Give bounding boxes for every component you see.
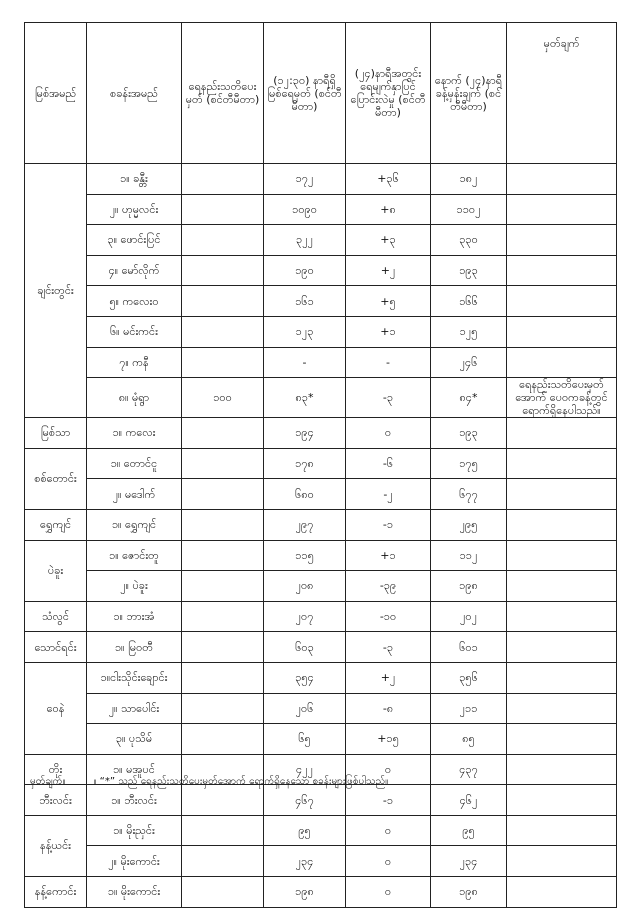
- water-level-cell: ၁၇၂: [264, 164, 346, 195]
- station-cell: ၁။ ဇောင်းတူ: [87, 540, 182, 571]
- water-level-cell: ၁၁၅: [264, 540, 346, 571]
- station-cell: ၄။ မော်လိုက်: [87, 255, 182, 286]
- remark-cell: [507, 255, 617, 286]
- table-row: [25, 662, 617, 693]
- remark-cell: [507, 164, 617, 195]
- water-level-cell: ၆၈၀: [264, 479, 346, 510]
- table-row: [25, 418, 617, 449]
- header-row: [25, 23, 617, 164]
- change-cell: +၃: [346, 225, 431, 256]
- forecast-cell: ၆၇၇: [431, 479, 507, 510]
- change-cell: ၀: [346, 418, 431, 449]
- danger-level-cell: [182, 662, 264, 693]
- table-row: [25, 448, 617, 479]
- danger-level-cell: [182, 194, 264, 225]
- change-cell: -၈: [346, 693, 431, 724]
- change-cell: +၁: [346, 316, 431, 347]
- water-level-cell: ၈၃*: [264, 378, 346, 418]
- danger-level-cell: [182, 632, 264, 663]
- river-name-cell: စစ်တောင်း: [25, 448, 87, 509]
- header-forecast: နောက် (၂၄)နာရီ ခန့်မှန်းချက် (စင်တီမီတာ): [431, 23, 507, 164]
- danger-level-cell: [182, 286, 264, 317]
- remark-cell: [507, 724, 617, 755]
- river-name-cell: သောင်ရင်း: [25, 632, 87, 663]
- change-cell: -၃၉: [346, 571, 431, 602]
- forecast-cell: ၁၆၆: [431, 286, 507, 317]
- station-cell: ၁။ ရွှေကျင်: [87, 509, 182, 540]
- table-row: [25, 601, 617, 632]
- station-cell: ၁။ မိုးညှင်း: [87, 815, 182, 846]
- remark-cell: [507, 754, 617, 785]
- remark-cell: [507, 785, 617, 816]
- danger-level-cell: [182, 479, 264, 510]
- remark-cell: [507, 662, 617, 693]
- table-row: [25, 693, 617, 724]
- station-cell: ၁။ ခန္တီး: [87, 164, 182, 195]
- remark-cell: [507, 225, 617, 256]
- water-level-cell: ၁၉၄: [264, 418, 346, 449]
- change-cell: ၀: [346, 877, 431, 908]
- danger-level-cell: [182, 255, 264, 286]
- water-level-cell: ၂၉၇: [264, 509, 346, 540]
- danger-level-cell: [182, 785, 264, 816]
- water-level-cell: ၁၂၃: [264, 316, 346, 347]
- river-name-cell: ဘီးလင်း: [25, 785, 87, 816]
- station-cell: ၆။ မင်းကင်း: [87, 316, 182, 347]
- forecast-cell: ၂၁၁: [431, 693, 507, 724]
- forecast-cell: ၂၉၅: [431, 509, 507, 540]
- remark-cell: [507, 509, 617, 540]
- forecast-cell: ၃၅၆: [431, 662, 507, 693]
- header-river: မြစ်အမည်: [25, 23, 87, 164]
- table-row: [25, 724, 617, 755]
- change-cell: -၂: [346, 479, 431, 510]
- water-level-cell: ၂၀၈: [264, 571, 346, 602]
- table-row: [25, 877, 617, 908]
- table-row: [25, 846, 617, 877]
- danger-level-cell: [182, 693, 264, 724]
- change-cell: -၃: [346, 632, 431, 663]
- water-level-cell: ၃၅၄: [264, 662, 346, 693]
- water-level-cell: ၆၀၃: [264, 632, 346, 663]
- table-row: [25, 479, 617, 510]
- change-cell: +၁: [346, 540, 431, 571]
- table-row: [25, 540, 617, 571]
- river-name-cell: နန့်ယင်း: [25, 815, 87, 876]
- station-cell: ၇။ ကနီ: [87, 347, 182, 378]
- water-level-cell: ၉၅: [264, 815, 346, 846]
- change-cell: -၃: [346, 378, 431, 418]
- change-cell: +၂: [346, 255, 431, 286]
- danger-level-cell: [182, 316, 264, 347]
- table-row: [25, 632, 617, 663]
- change-cell: -၁: [346, 509, 431, 540]
- change-cell: -၆: [346, 448, 431, 479]
- remark-cell: [507, 815, 617, 846]
- forecast-cell: ၁၉၈: [431, 571, 507, 602]
- remark-cell: [507, 347, 617, 378]
- water-level-cell: ၁၀၉၀: [264, 194, 346, 225]
- water-level-cell: ၂၀၇: [264, 601, 346, 632]
- table-row: [25, 378, 617, 418]
- water-level-cell: ၄၆၇: [264, 785, 346, 816]
- danger-level-cell: [182, 815, 264, 846]
- danger-level-cell: [182, 418, 264, 449]
- station-cell: ၁။ငါးသိုင်းချောင်း: [87, 662, 182, 693]
- table-row: [25, 225, 617, 256]
- station-cell: ၁။ တောင်ငူ: [87, 448, 182, 479]
- footnote-label: မှတ်ချက်။: [30, 776, 66, 787]
- table-row: [25, 347, 617, 378]
- change-cell: +၅: [346, 286, 431, 317]
- change-cell: +၂: [346, 662, 431, 693]
- change-cell: +၃၆: [346, 164, 431, 195]
- forecast-cell: ၁၉၃: [431, 418, 507, 449]
- river-name-cell: မြစ်သာ: [25, 418, 87, 449]
- water-level-cell: -: [264, 347, 346, 378]
- header-water-level: (၁၂:၃၀) နာရီရှိ မြစ်ရေမှတ် (စင်တီမီတာ): [264, 23, 346, 164]
- danger-level-cell: [182, 846, 264, 877]
- forecast-cell: ၄၃၇: [431, 754, 507, 785]
- forecast-cell: ၁၂၅: [431, 316, 507, 347]
- forecast-cell: ၁၇၅: [431, 448, 507, 479]
- river-name-cell: ရွှေကျင်: [25, 509, 87, 540]
- river-name-cell: ဝေနဲ: [25, 662, 87, 754]
- forecast-cell: ၂၄၆: [431, 347, 507, 378]
- station-cell: ၂။ ဟုမ္မလင်း: [87, 194, 182, 225]
- table-row: [25, 164, 617, 195]
- remark-cell: [507, 418, 617, 449]
- station-cell: ၁။ ကလေး: [87, 418, 182, 449]
- change-cell: ၀: [346, 815, 431, 846]
- forecast-cell: ၈၅: [431, 724, 507, 755]
- station-cell: ၂။ မဒေါက်: [87, 479, 182, 510]
- footnote: [30, 775, 416, 789]
- change-cell: ၀: [346, 754, 431, 785]
- table-row: [25, 815, 617, 846]
- danger-level-cell: [182, 509, 264, 540]
- river-name-cell: သံလွင်: [25, 601, 87, 632]
- forecast-cell: ၄၆၂: [431, 785, 507, 816]
- table-row: [25, 194, 617, 225]
- station-cell: ၁။ ဘားအံ: [87, 601, 182, 632]
- forecast-cell: ၂၀၂: [431, 601, 507, 632]
- water-level-cell: ၁၉၀: [264, 255, 346, 286]
- remark-cell: [507, 286, 617, 317]
- station-cell: ၁။ မြဝတီ: [87, 632, 182, 663]
- change-cell: +၈: [346, 194, 431, 225]
- danger-level-cell: [182, 225, 264, 256]
- remark-cell: [507, 479, 617, 510]
- danger-level-cell: [182, 448, 264, 479]
- water-level-cell: ၁၉၈: [264, 877, 346, 908]
- remark-cell: [507, 601, 617, 632]
- station-cell: ၂။ သာပေါင်း: [87, 693, 182, 724]
- river-name-cell: တိုး: [25, 754, 87, 785]
- header-change: (၂၄)နာရီအတွင်း ရေမျက်နှာပြင် ပြောင်းလဲမှု (စင်တီမီတာ): [346, 23, 431, 164]
- table-row: [25, 509, 617, 540]
- change-cell: -: [346, 347, 431, 378]
- forecast-cell: ၉၅: [431, 815, 507, 846]
- station-cell: ၁။ ဘီးလင်း: [87, 785, 182, 816]
- water-level-cell: ၃၂၂: [264, 225, 346, 256]
- station-cell: ၁။ မိုးကောင်း: [87, 877, 182, 908]
- remark-cell: [507, 571, 617, 602]
- remark-cell: [507, 540, 617, 571]
- station-cell: ၂။ ပဲခူး: [87, 571, 182, 602]
- remark-cell: [507, 846, 617, 877]
- change-cell: +၁၅: [346, 724, 431, 755]
- remark-cell: [507, 632, 617, 663]
- danger-level-cell: [182, 540, 264, 571]
- danger-level-cell: [182, 571, 264, 602]
- water-level-cell: ၁၆၁: [264, 286, 346, 317]
- change-cell: ၀: [346, 846, 431, 877]
- forecast-cell: ၁၁၂: [431, 540, 507, 571]
- remark-cell: [507, 877, 617, 908]
- header-remark: မှတ်ချက်: [507, 23, 617, 164]
- water-level-cell: ၂၃၄: [264, 846, 346, 877]
- water-level-cell: ၁၇၈: [264, 448, 346, 479]
- water-level-cell: ၆၅: [264, 724, 346, 755]
- station-cell: ၃။ ဖောင်းပြင်: [87, 225, 182, 256]
- change-cell: -၁: [346, 785, 431, 816]
- station-cell: ၂။ မိုးကောင်း: [87, 846, 182, 877]
- forecast-cell: ၁၉၈: [431, 877, 507, 908]
- danger-level-cell: [182, 347, 264, 378]
- table-row: [25, 571, 617, 602]
- forecast-cell: ၈၄*: [431, 378, 507, 418]
- danger-level-cell: [182, 164, 264, 195]
- station-cell: ၅။ ကလေးဝ: [87, 286, 182, 317]
- remark-cell: [507, 693, 617, 724]
- danger-level-cell: [182, 601, 264, 632]
- forecast-cell: ၁၈၂: [431, 164, 507, 195]
- river-name-cell: နန့်ကောင်း: [25, 877, 87, 908]
- table-row: [25, 316, 617, 347]
- water-level-cell: ၄၂၂: [264, 754, 346, 785]
- danger-level-cell: ၁၀၀: [182, 378, 264, 418]
- forecast-cell: ၁၁၀၂: [431, 194, 507, 225]
- remark-cell: [507, 316, 617, 347]
- header-station: စခန်းအမည်: [87, 23, 182, 164]
- station-cell: ၈။ မုံရွာ: [87, 378, 182, 418]
- table-body: [25, 164, 617, 908]
- remark-cell: ရေနည်းသတိပေးမှတ်အောက် ပေ၀ကခန့်တွင် ရောက်ရှိနေပါသည်။: [507, 378, 617, 418]
- remark-cell: [507, 448, 617, 479]
- forecast-cell: ၂၃၄: [431, 846, 507, 877]
- forecast-cell: ၁၉၃: [431, 255, 507, 286]
- danger-level-cell: [182, 877, 264, 908]
- table-row: [25, 255, 617, 286]
- forecast-cell: ၆၀၁: [431, 632, 507, 663]
- station-cell: ၁။ မအူပင်: [87, 754, 182, 785]
- danger-level-cell: [182, 724, 264, 755]
- station-cell: ၃။ ပုသိမ်: [87, 724, 182, 755]
- forecast-cell: ၃၃၀: [431, 225, 507, 256]
- table-row: [25, 286, 617, 317]
- header-danger-level: ရေနည်းသတိပေးမှတ် (စင်တီမီတာ): [182, 23, 264, 164]
- river-name-cell: ပဲခူး: [25, 540, 87, 601]
- table-row: [25, 785, 617, 816]
- water-level-cell: ၂၀၆: [264, 693, 346, 724]
- change-cell: -၁၀: [346, 601, 431, 632]
- remark-cell: [507, 194, 617, 225]
- footnote-text: ။ “*” သည် ရေနည်းသတိပေးမှတ်အောက် ရောက်ရှိနေသော စခန်းများဖြစ်ပါသည်။: [93, 776, 389, 787]
- river-name-cell: ချင်းတွင်း: [25, 164, 87, 418]
